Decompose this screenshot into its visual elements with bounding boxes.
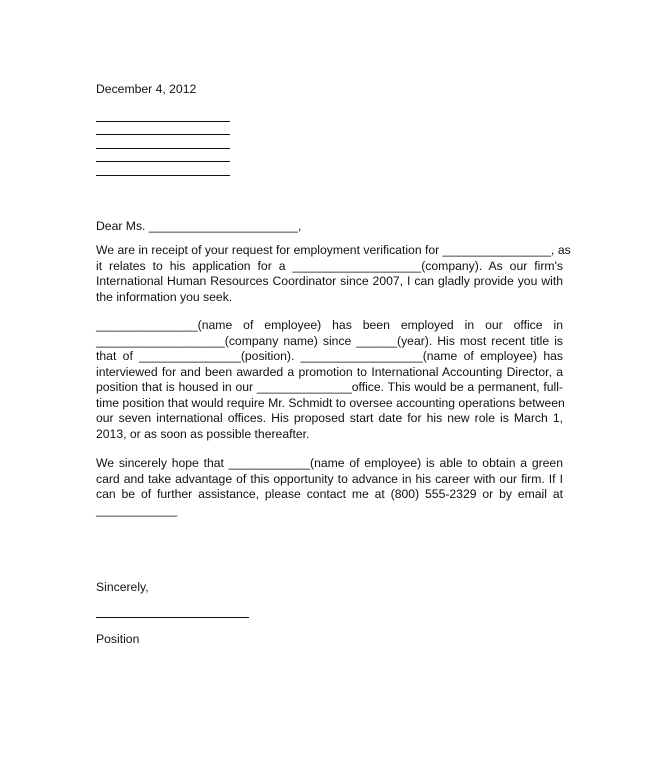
- paragraph-line: International Human Resources Coordinator since 2007, I can gladly provide you with: [96, 274, 563, 288]
- paragraph-line: ___________________(company name) since ______(year). His most recent title is: [96, 333, 563, 348]
- paragraph-line: time position that would require Mr. Schmidt to oversee accounting operations between: [96, 395, 565, 410]
- paragraph-employment: [96, 318, 563, 442]
- address-blank-line: [96, 148, 230, 149]
- paragraph-line: it relates to his application for a ___________________(company). As our firm's: [96, 258, 563, 273]
- paragraph-line: interviewed for and been awarded a promotion to International Accounting Director, a: [96, 364, 563, 379]
- paragraph-line: We sincerely hope that ____________(name of employee) is able to obtain a green: [96, 456, 563, 470]
- paragraph-request: [96, 243, 571, 305]
- letter-date: December 4, 2012: [96, 82, 197, 96]
- paragraph-line: can be of further assistance, please contact me at (800) 555-2329 or by email at: [96, 487, 563, 501]
- paragraph-line: the information you seek.: [96, 289, 233, 304]
- paragraph-line: We are in receipt of your request for employment verification for ________________, as: [96, 243, 571, 257]
- address-blank-line: [96, 161, 230, 162]
- paragraph-line: position that is housed in our ______________office. This would be a permanent, full-: [96, 380, 563, 394]
- salutation: Dear Ms. ______________________,: [96, 219, 302, 233]
- paragraph-line: 2013, or as soon as possible thereafter.: [96, 426, 310, 441]
- address-blank-line: [96, 121, 230, 122]
- address-blank-line: [96, 175, 230, 176]
- paragraph-line: ____________: [96, 502, 178, 517]
- paragraph-line: that of _______________(position). __________________(name of employee) has: [96, 349, 563, 363]
- closing: Sincerely,: [96, 580, 149, 594]
- signature-line: [96, 617, 249, 618]
- paragraph-line: card and take advantage of this opportunity to advance in his career with our firm. If I: [96, 471, 563, 486]
- position-label: Position: [96, 632, 140, 646]
- paragraph-closing-hope: [96, 456, 563, 518]
- paragraph-line: _______________(name of employee) has been employed in our office in: [96, 318, 563, 332]
- paragraph-line: our seven international offices. His proposed start date for his new role is March 1,: [96, 411, 563, 425]
- address-blank-line: [96, 134, 230, 135]
